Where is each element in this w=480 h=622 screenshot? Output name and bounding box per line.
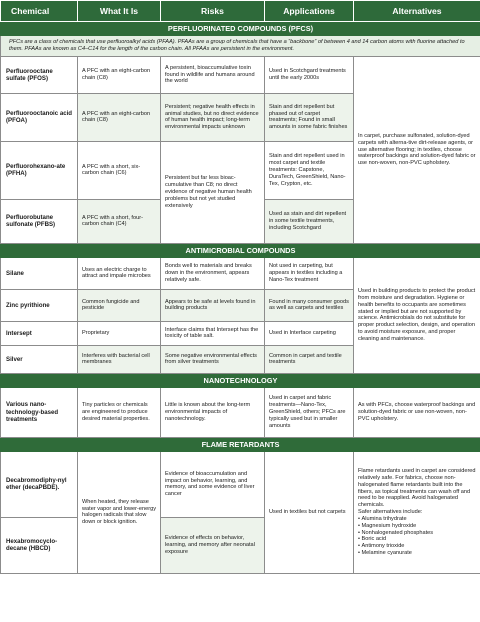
alternatives-intro: Flame retardants used in carpet are considered relatively safe. For fabrics, choose non-halogenated flame retardants built into the fibers, as topical treatments can wash off and need to be reapplied. Avoid halogenated chemicals. — [358, 468, 476, 509]
what-it-is: A PFC with a short, four-carbon chain (C4) — [78, 199, 161, 243]
pfc-intro-row — [1, 36, 480, 57]
list-item: • Nonhalogenated phosphates — [358, 530, 476, 537]
applications: Used in carpet and fabric treatments—Nano-Tex, GreenShield, others; PFCs are typically used but in smaller amounts — [265, 387, 354, 437]
table-row — [1, 56, 480, 93]
chemical-name: Silver — [1, 345, 78, 373]
col-applications: Applications — [265, 1, 354, 22]
chemical-name: Decabromodiphy-nyl ether (decaPBDE). — [1, 451, 78, 517]
what-it-is: A PFC with an eight-carbon chain (C8) — [78, 56, 161, 93]
section-title: ANTIMICROBIAL COMPOUNDS — [1, 243, 480, 257]
pfc-intro: PFCs are a class of chemicals that use perfluoroalkyl acids (PFAA). PFAAs are a group of chemicals that have a “backbone” of between 4 and 14 carbon atoms with fluorine attached to them. PFAAs are known as C4–C14 for the length of the carbon chain. All PFAAs are persistent in the environment. — [1, 36, 480, 57]
chemical-name: Zinc pyrithione — [1, 289, 78, 321]
section-antimicrobial — [1, 243, 480, 257]
what-it-is: Proprietary — [78, 321, 161, 345]
risks: Interface claims that Intersept has the toxicity of table salt. — [161, 321, 265, 345]
risks: Bonds well to materials and breaks down in the environment, appears relatively safe. — [161, 257, 265, 289]
chemical-name: Perfluorooctanoic acid (PFOA) — [1, 93, 78, 141]
what-it-is: A PFC with an eight-carbon chain (C8) — [78, 93, 161, 141]
applications: Used as stain and dirt repellent in some textile treatments, including Scotchgard — [265, 199, 354, 243]
what-it-is: A PFC with a short, six-carbon chain (C6) — [78, 141, 161, 199]
chemical-name: Hexabromocyclo-decane (HBCD) — [1, 517, 78, 573]
risks: Persistent; negative health effects in animal studies, but no direct evidence of human health impact; long-term environmental impacts unknown — [161, 93, 265, 141]
col-what-it-is: What It Is — [78, 1, 161, 22]
header-row — [1, 1, 480, 22]
risks: Persistent but far less bioac-cumulative than C8; no direct evidence of negative human health problems but not yet studied extensively — [161, 141, 265, 243]
list-item: • Melamine cyanurate — [358, 550, 476, 557]
alternatives — [354, 451, 480, 573]
section-pfc — [1, 22, 480, 36]
section-flame-retardants — [1, 437, 480, 451]
chemical-name: Silane — [1, 257, 78, 289]
what-it-is: When heated, they release water vapor and lower-energy halogen radicals that slow down or block ignition. — [78, 451, 161, 573]
section-title: NANOTECHNOLOGY — [1, 373, 480, 387]
applications: Used in Interface carpeting — [265, 321, 354, 345]
risks: Appears to be safe at levels found in building products — [161, 289, 265, 321]
chemical-name: Perfluorooctane sulfate (PFOS) — [1, 56, 78, 93]
table-row — [1, 257, 480, 289]
applications: Found in many consumer goods as well as carpets and textiles — [265, 289, 354, 321]
list-item: • Boric acid — [358, 536, 476, 543]
list-item: • Magnesium hydroxide — [358, 523, 476, 530]
applications: Stain and dirt repellent but phased out of carpet treatments; Found in small amounts in some fabric finishes — [265, 93, 354, 141]
what-it-is: Uses an electric charge to attract and impale microbes — [78, 257, 161, 289]
chemical-name: Perfluorohexano-ate (PFHA) — [1, 141, 78, 199]
safer-heading: Safer alternatives include: — [358, 509, 423, 516]
list-item: • Antimony trioxide — [358, 543, 476, 550]
chemical-name: Intersept — [1, 321, 78, 345]
section-nanotechnology — [1, 373, 480, 387]
safer-list — [358, 516, 476, 557]
applications: Used in Scotchgard treatments until the early 2000s — [265, 56, 354, 93]
applications: Used in textiles but not carpets — [265, 451, 354, 573]
chemical-name: Various nano-technology-based treatments — [1, 387, 78, 437]
alternatives: In carpet, purchase sulfonated, solution-dyed carpets with alterna-tive dirt-release agents, or use alternative flooring; in textiles, choose waterproof backings and solution-dyed fabric or use non-woven, non-PVC upholstery. — [354, 56, 480, 243]
alternatives: Used in building products to protect the product from moisture and degradation. Hygiene or health benefits to occupants are sometimes stated or implied but are not supported by science. Antimicrobials do not substitute for proper product selection, design, and operation to avoid moisture exposure, and proper cleaning and maintenance. — [354, 257, 480, 373]
what-it-is: Interferes with bacterial cell membranes — [78, 345, 161, 373]
chemical-name: Perfluorobutane sulfonate (PFBS) — [1, 199, 78, 243]
list-item: • Alumina trihydrate — [358, 516, 476, 523]
table-row — [1, 451, 480, 517]
col-risks: Risks — [161, 1, 265, 22]
risks: Some negative environmental effects from silver treatments — [161, 345, 265, 373]
applications: Stain and dirt repellent used in most carpet and textile treatments: Capstone, DuraTech, GreenShield, Nano-Tex, Crypton, etc. — [265, 141, 354, 199]
alternatives: As with PFCs, choose waterproof backings and solution-dyed fabric or use non-woven, non-PVC upholstery. — [354, 387, 480, 437]
risks: Evidence of effects on behavior, learning, and memory after neonatal exposure — [161, 517, 265, 573]
applications: Not used in carpeting, but appears in textiles including a Nano-Tex treatment — [265, 257, 354, 289]
risks: Little is known about the long-term environmental impacts of nanotechnology. — [161, 387, 265, 437]
section-title: PERFLUORINATED COMPOUNDS (PFCS) — [1, 22, 480, 36]
what-it-is: Tiny particles or chemicals are engineered to produce desired material properties. — [78, 387, 161, 437]
col-alternatives: Alternatives — [354, 1, 480, 22]
applications: Common in carpet and textile treatments — [265, 345, 354, 373]
table-row — [1, 387, 480, 437]
col-chemical: Chemical — [1, 1, 78, 22]
risks: A persistent, bioaccumulative toxin found in wildlife and humans around the world — [161, 56, 265, 93]
risks: Evidence of bioaccumulation and impact on behavior, learning, and memory, and some evidence of liver cancer — [161, 451, 265, 517]
section-title: FLAME RETARDANTS — [1, 437, 480, 451]
what-it-is: Common fungicide and pesticide — [78, 289, 161, 321]
